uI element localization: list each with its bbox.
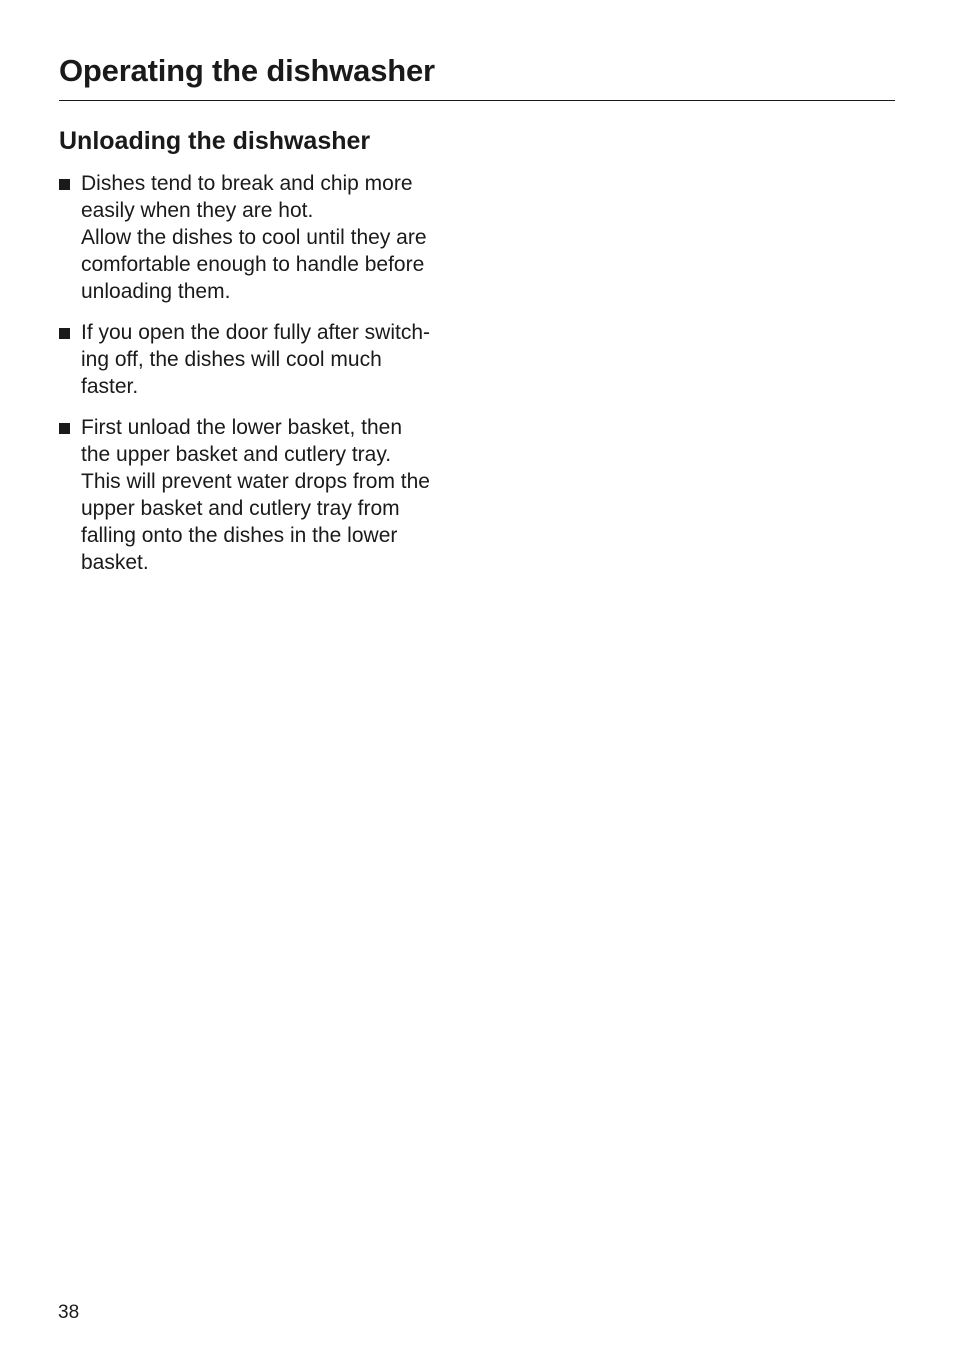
bullet-item-2 [59, 319, 479, 400]
page-title: Operating the dishwasher [59, 53, 435, 88]
bullet-line: ing off, the dishes will cool much [81, 348, 382, 371]
bullet-line: comfortable enough to handle before [81, 253, 425, 276]
bullet-list [59, 170, 479, 590]
bullet-line: This will prevent water drops from the [81, 470, 430, 493]
page-number: 38 [58, 1302, 80, 1323]
section-heading: Unloading the dishwasher [59, 127, 371, 155]
square-bullet-icon [59, 328, 70, 339]
bullet-line: First unload the lower basket, then [81, 416, 403, 439]
bullet-line: the upper basket and cutlery tray. [81, 443, 392, 466]
square-bullet-icon [59, 423, 70, 434]
title-divider [59, 100, 895, 101]
bullet-line: unloading them. [81, 280, 231, 303]
bullet-line: basket. [81, 551, 149, 574]
bullet-item-3 [59, 414, 479, 576]
bullet-line: If you open the door fully after switch- [81, 321, 431, 344]
bullet-line: upper basket and cutlery tray from [81, 497, 400, 520]
bullet-line: Dishes tend to break and chip more [81, 172, 413, 195]
bullet-line: easily when they are hot. [81, 199, 314, 222]
bullet-line: Allow the dishes to cool until they are [81, 226, 427, 249]
bullet-item-1 [59, 170, 479, 305]
square-bullet-icon [59, 179, 70, 190]
bullet-line: falling onto the dishes in the lower [81, 524, 398, 547]
bullet-line: faster. [81, 375, 139, 398]
